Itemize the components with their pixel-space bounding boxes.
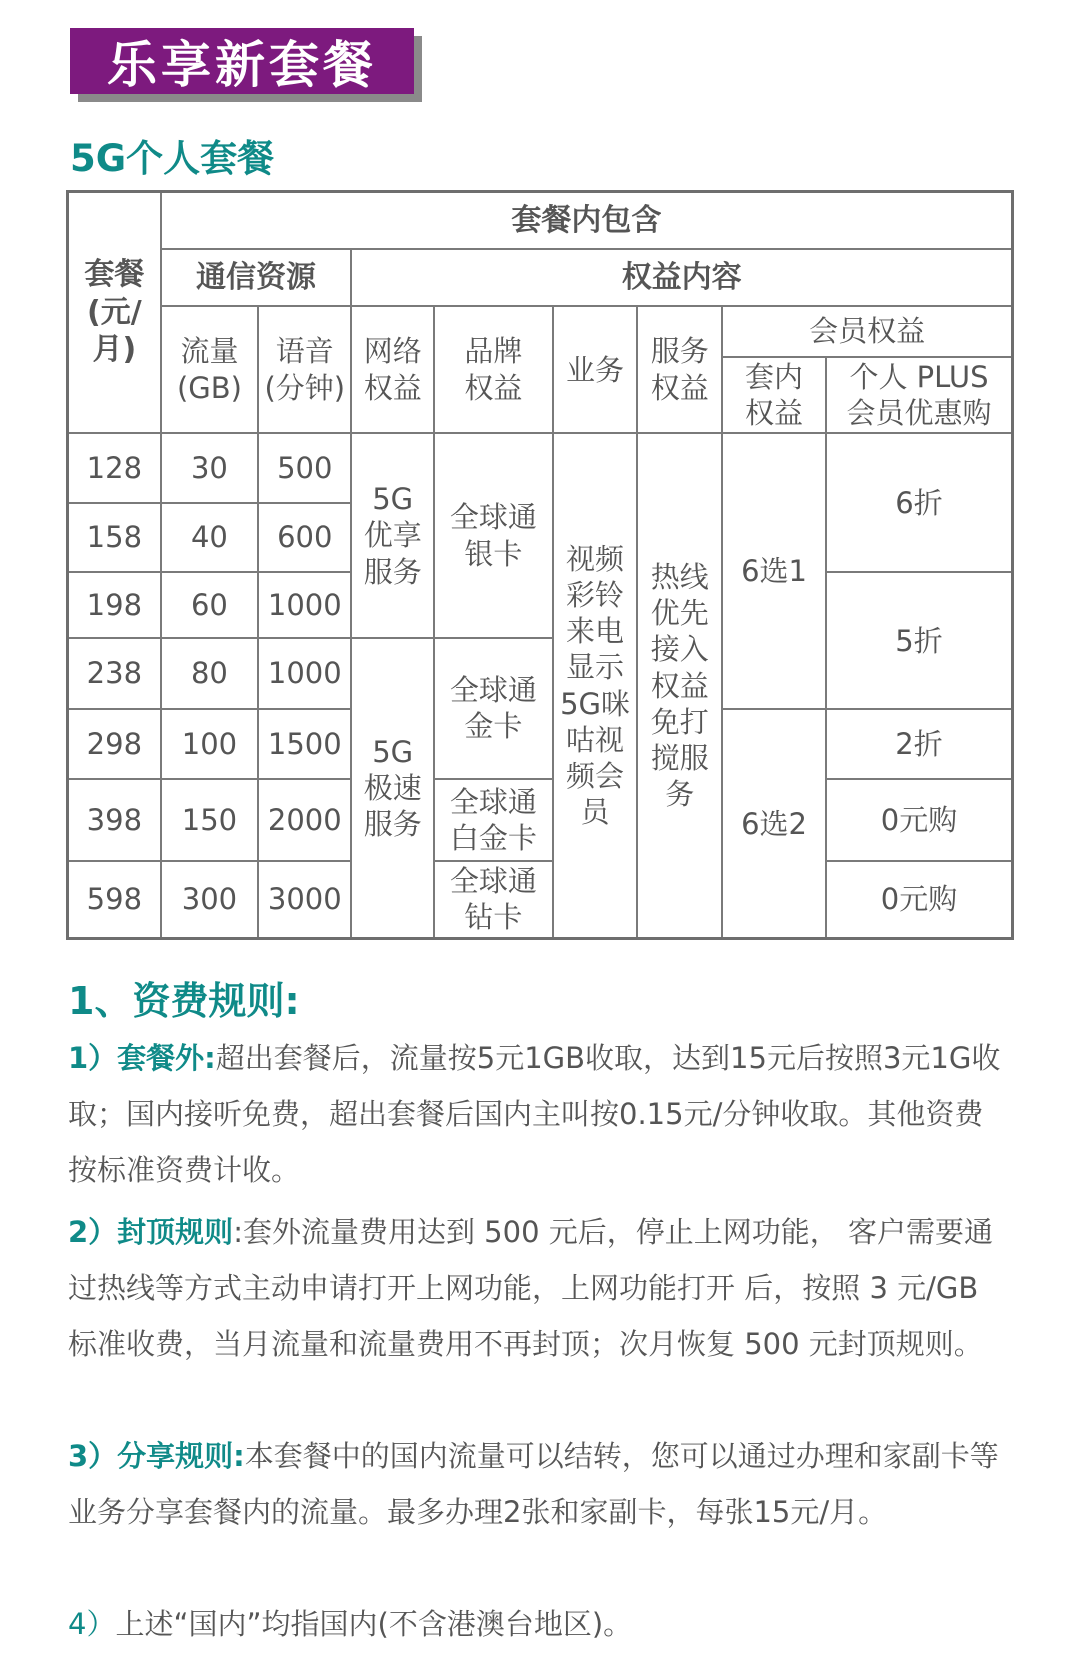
rule-3 [68, 1428, 1012, 1540]
header-comm: 通信资源 [161, 249, 352, 306]
cell-plus-4: 0元购 [826, 779, 1013, 861]
cell-price: 598 [68, 861, 161, 939]
rule-1 [68, 1030, 1012, 1198]
cell-data: 150 [161, 779, 258, 861]
header-brand: 品牌 权益 [434, 306, 553, 433]
table-row [68, 779, 1013, 861]
header-business: 业务 [553, 306, 638, 433]
cell-price: 238 [68, 638, 161, 710]
cell-voice: 1000 [258, 638, 351, 710]
cell-brand-3: 全球通 白金卡 [434, 779, 553, 861]
header-plan: 套餐 (元/月) [68, 192, 161, 434]
cell-price: 398 [68, 779, 161, 861]
rule-2-text: :套外流量费用达到 500 元后，停止上网功能， 客户需要通过热线等方式主动申请打开上网功能，上网功能打开 后，按照 3 元/GB 标准收费，当月流量和流量费用不再封顶；次月恢复 500 元封顶规则。 [68, 1215, 993, 1361]
header-in-plan: 套内 权益 [722, 357, 826, 433]
cell-voice: 3000 [258, 861, 351, 939]
header-voice: 语音 (分钟) [258, 306, 351, 433]
cell-voice: 2000 [258, 779, 351, 861]
cell-in-plan-2: 6选2 [722, 709, 826, 938]
cell-plus-2: 5折 [826, 572, 1013, 709]
cell-data: 80 [161, 638, 258, 710]
cell-data: 40 [161, 503, 258, 573]
rule-4-text: 上述“国内”均指国内(不含港澳台地区)。 [115, 1607, 633, 1641]
cell-brand-4: 全球通 钻卡 [434, 861, 553, 939]
header-service: 服务 权益 [637, 306, 722, 433]
cell-network-2: 5G 极速 服务 [351, 638, 434, 939]
banner-title: 乐享新套餐 [107, 36, 377, 94]
cell-brand-1: 全球通 银卡 [434, 433, 553, 638]
cell-in-plan-1: 6选1 [722, 433, 826, 709]
rule-3-label: 3）分享规则: [68, 1439, 245, 1473]
rule-2-label: 2）封顶规则 [68, 1215, 234, 1249]
cell-plus-5: 0元购 [826, 861, 1013, 939]
cell-plus-1: 6折 [826, 433, 1013, 572]
cell-voice: 500 [258, 433, 351, 503]
plan-table [66, 190, 1014, 940]
header-rights: 权益内容 [351, 249, 1012, 306]
cell-service: 热线 优先 接入 权益 免打 搅服 务 [637, 433, 722, 938]
table-row [68, 433, 1013, 503]
cell-price: 158 [68, 503, 161, 573]
table-row [68, 861, 1013, 939]
cell-voice: 1500 [258, 709, 351, 779]
cell-price: 298 [68, 709, 161, 779]
cell-voice: 1000 [258, 572, 351, 637]
section-subtitle: 5G个人套餐 [70, 137, 275, 180]
rule-2 [68, 1204, 1012, 1372]
header-included: 套餐内包含 [161, 192, 1013, 249]
banner-face [70, 28, 414, 94]
title-banner [70, 28, 420, 98]
rule-1-label: 1）套餐外: [68, 1041, 216, 1075]
cell-brand-2: 全球通 金卡 [434, 638, 553, 779]
cell-plus-3: 2折 [826, 709, 1013, 779]
header-network: 网络 权益 [351, 306, 434, 433]
cell-data: 60 [161, 572, 258, 637]
cell-voice: 600 [258, 503, 351, 573]
rule-1-text: 超出套餐后，流量按5元1GB收取，达到15元后按照3元1G收取；国内接听免费，超出套餐后国内主叫按0.15元/分钟收取。其他资费按标准资费计收。 [68, 1041, 1001, 1187]
cell-data: 30 [161, 433, 258, 503]
cell-data: 100 [161, 709, 258, 779]
cell-price: 128 [68, 433, 161, 503]
rule-4-label: 4） [68, 1607, 116, 1641]
header-data: 流量 (GB) [161, 306, 258, 433]
cell-business: 视频 彩铃 来电 显示 5G咪 咕视 频会 员 [553, 433, 638, 938]
rules-title: 1、资费规则: [68, 979, 300, 1023]
cell-price: 198 [68, 572, 161, 637]
header-plus: 个人 PLUS 会员优惠购 [826, 357, 1013, 433]
cell-network-1: 5G 优享 服务 [351, 433, 434, 638]
rule-3-text: 本套餐中的国内流量可以结转，您可以通过办理和家副卡等业务分享套餐内的流量。最多办理2张和家副卡，每张15元/月。 [68, 1439, 999, 1529]
rule-4 [68, 1596, 1012, 1652]
header-member: 会员权益 [722, 306, 1012, 357]
cell-data: 300 [161, 861, 258, 939]
